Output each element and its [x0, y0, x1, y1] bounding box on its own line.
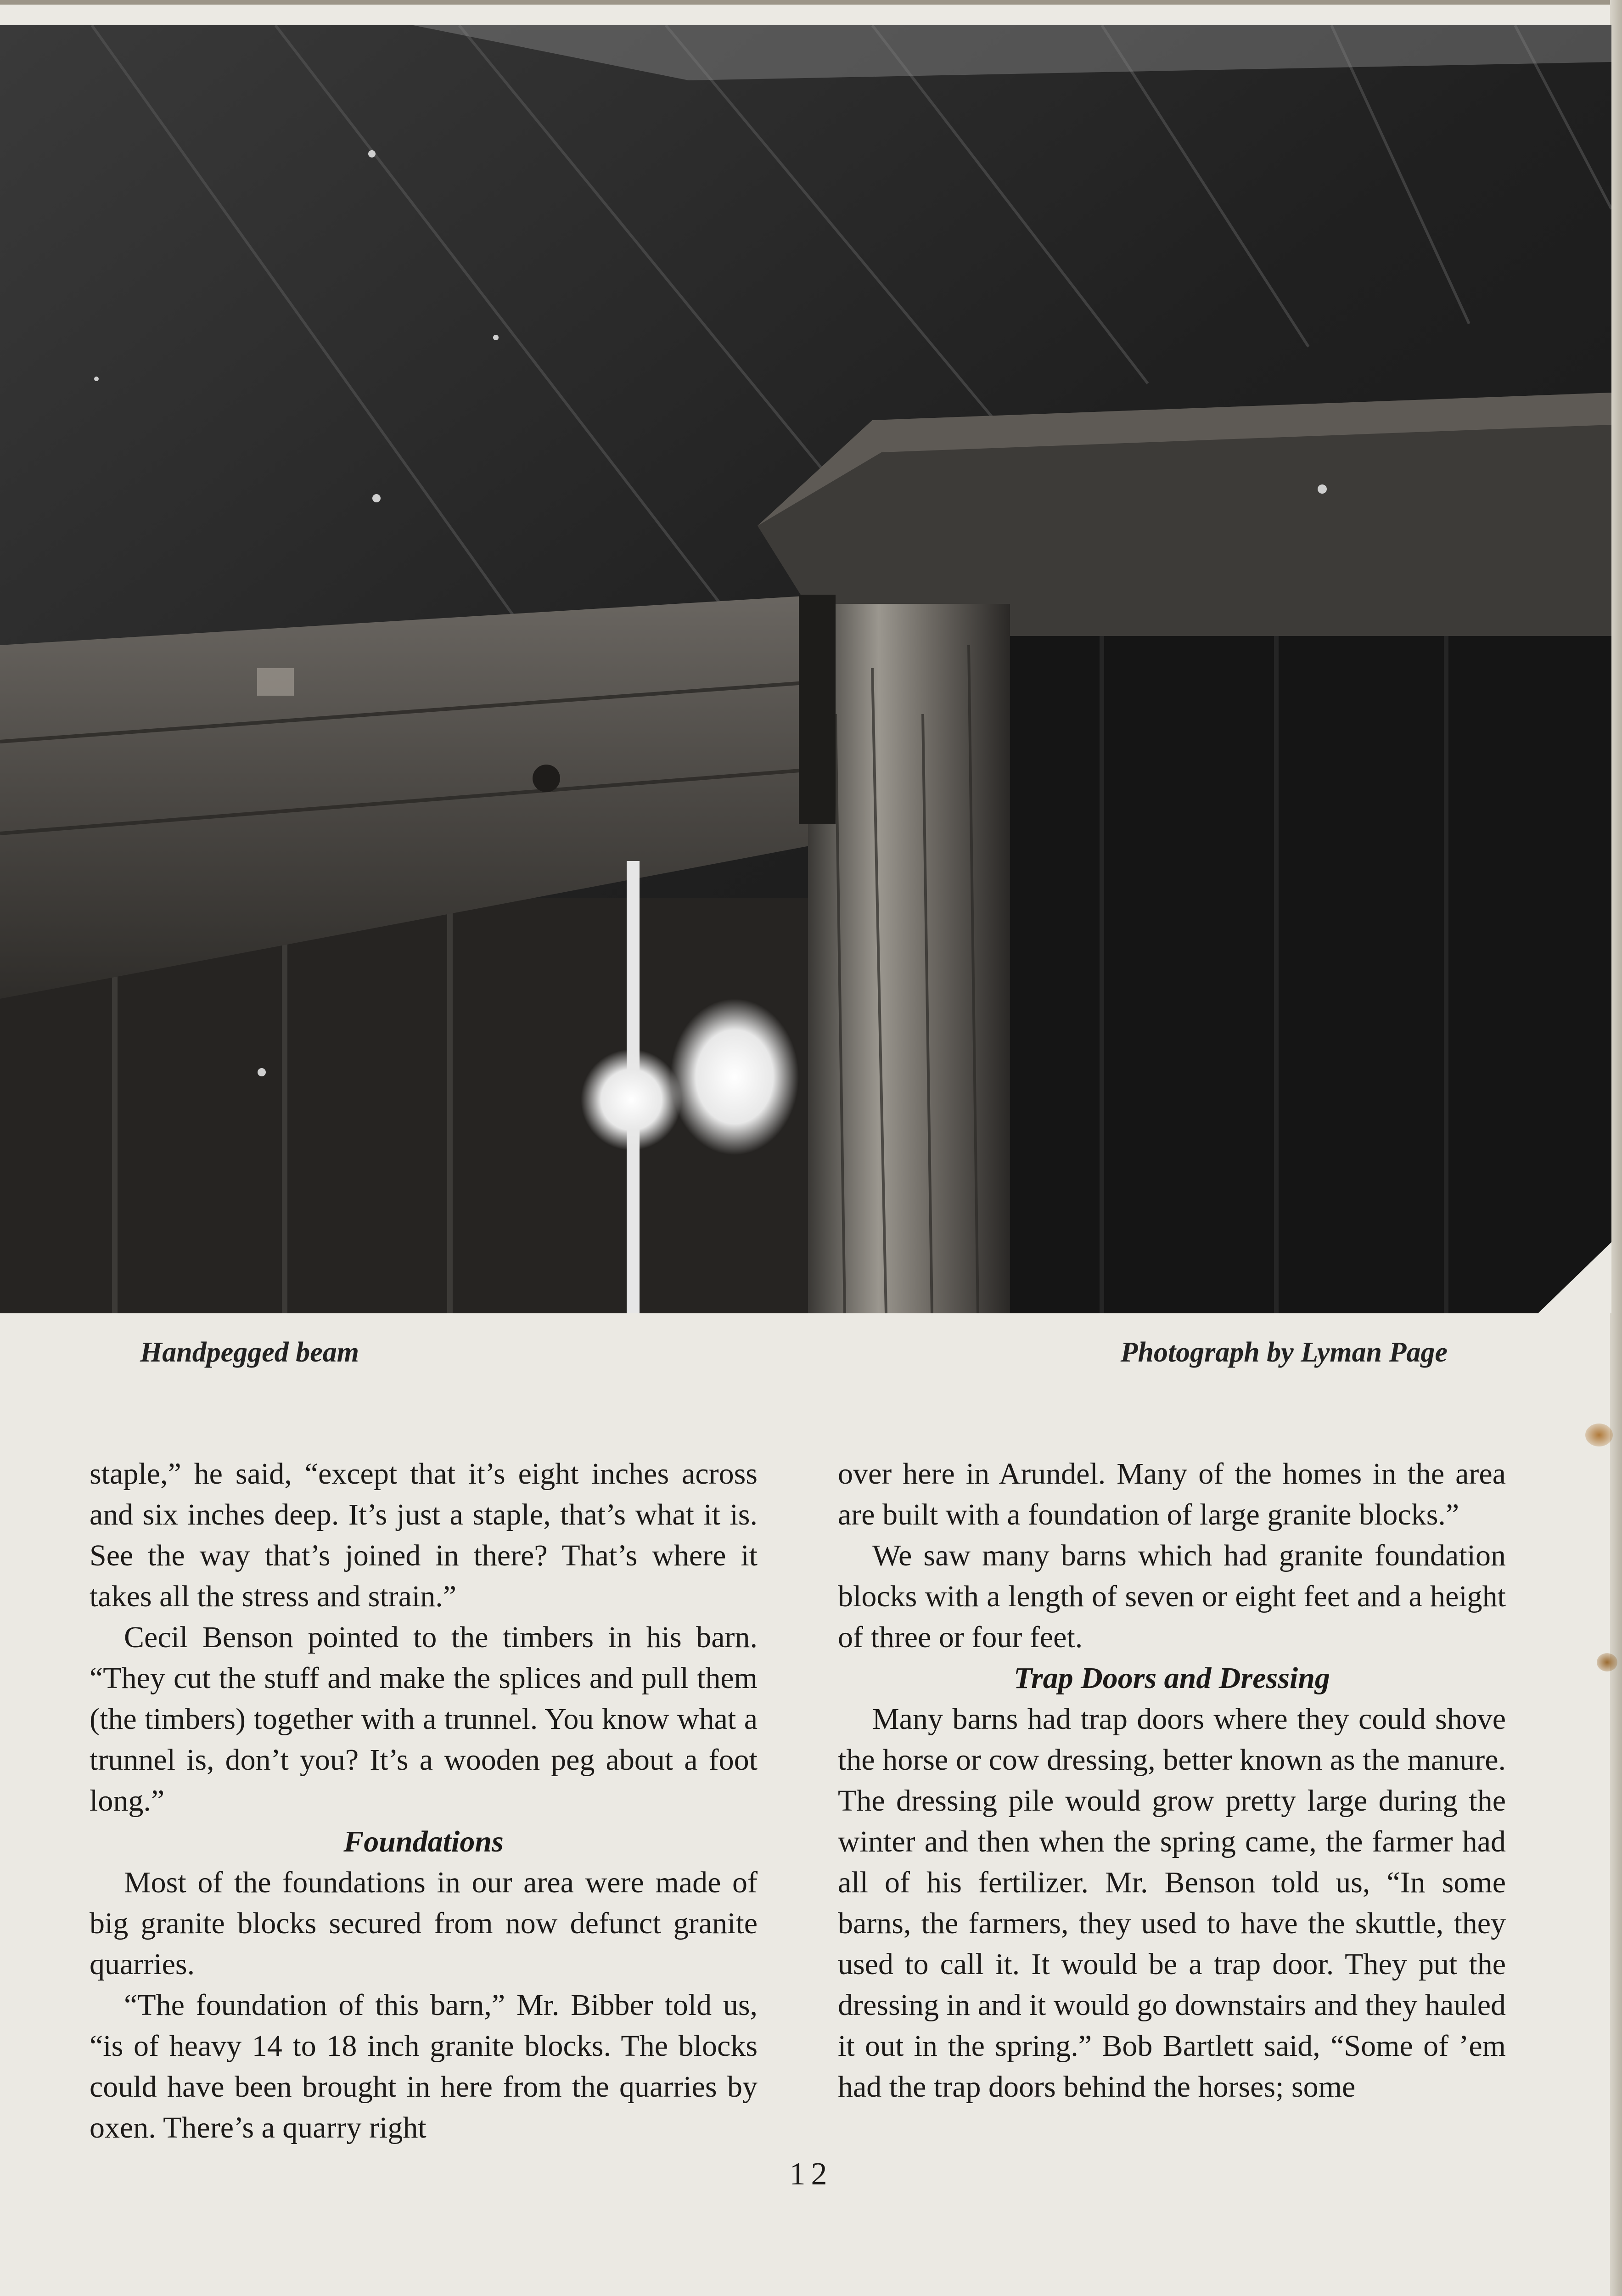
page-right-edge	[1610, 0, 1622, 2296]
paragraph: staple,” he said, “except that it’s eight inches across and six inches deep. It’s just a staple, that’s what it is. See the way that’s joined in there? That’s where it takes all the stress and strain.”	[90, 1457, 758, 1613]
page-number: 12	[789, 2156, 833, 2192]
trunnel-peg	[533, 765, 560, 792]
section-heading-trap-doors: Trap Doors and Dressing	[1014, 1661, 1330, 1695]
right-column	[838, 1453, 1506, 2107]
light-flare-right	[670, 999, 799, 1155]
light-flare-left	[581, 1049, 682, 1150]
paragraph: over here in Arundel. Many of the homes in the area are built with a foundation of large granite blocks.”	[838, 1457, 1506, 1531]
photo-credit: Photograph by Lyman Page	[1120, 1337, 1448, 1368]
section-heading-foundations: Foundations	[343, 1825, 504, 1858]
left-column	[90, 1453, 758, 2148]
page-top-edge	[0, 0, 1622, 5]
paragraph: We saw many barns which had granite foundation blocks with a length of seven or eight feet and a height of three or four feet.	[838, 1539, 1506, 1654]
photo-caption: Handpegged beam	[140, 1337, 359, 1368]
paper-stain	[1585, 1424, 1613, 1446]
beam-photo	[0, 25, 1611, 1313]
paragraph: Cecil Benson pointed to the timbers in his barn. “They cut the stuff and make the splices and pull them (the timbers) together with a trunnel. You know what a trunnel is, don’t you? It’s a wooden peg about a foot long.”	[90, 1621, 758, 1818]
paragraph: Many barns had trap doors where they could shove the horse or cow dressing, better known as the manure. The dressing pile would grow pretty large during the winter and then when the spring came, the farmer had all of his fertilizer. Mr. Benson told us, “In some barns, the farmers, they used to have the skuttle, they used to call it. It would be a trap door. They put the dressing in and it would go downstairs and they hauled it out in the spring.” Bob Bartlett said, “Some of ’em had the trap doors behind the horses; some	[838, 1702, 1506, 2104]
paragraph: Most of the foundations in our area were made of big granite blocks secured from now defunct granite quarries.	[90, 1866, 758, 1981]
paper-stain	[1597, 1653, 1617, 1671]
beam-photo-illustration	[0, 25, 1611, 1313]
paragraph: “The foundation of this barn,” Mr. Bibber told us, “is of heavy 14 to 18 inch granite blocks. The blocks could have been brought in here from the quarries by oxen. There’s a quarry right	[90, 1988, 758, 2144]
